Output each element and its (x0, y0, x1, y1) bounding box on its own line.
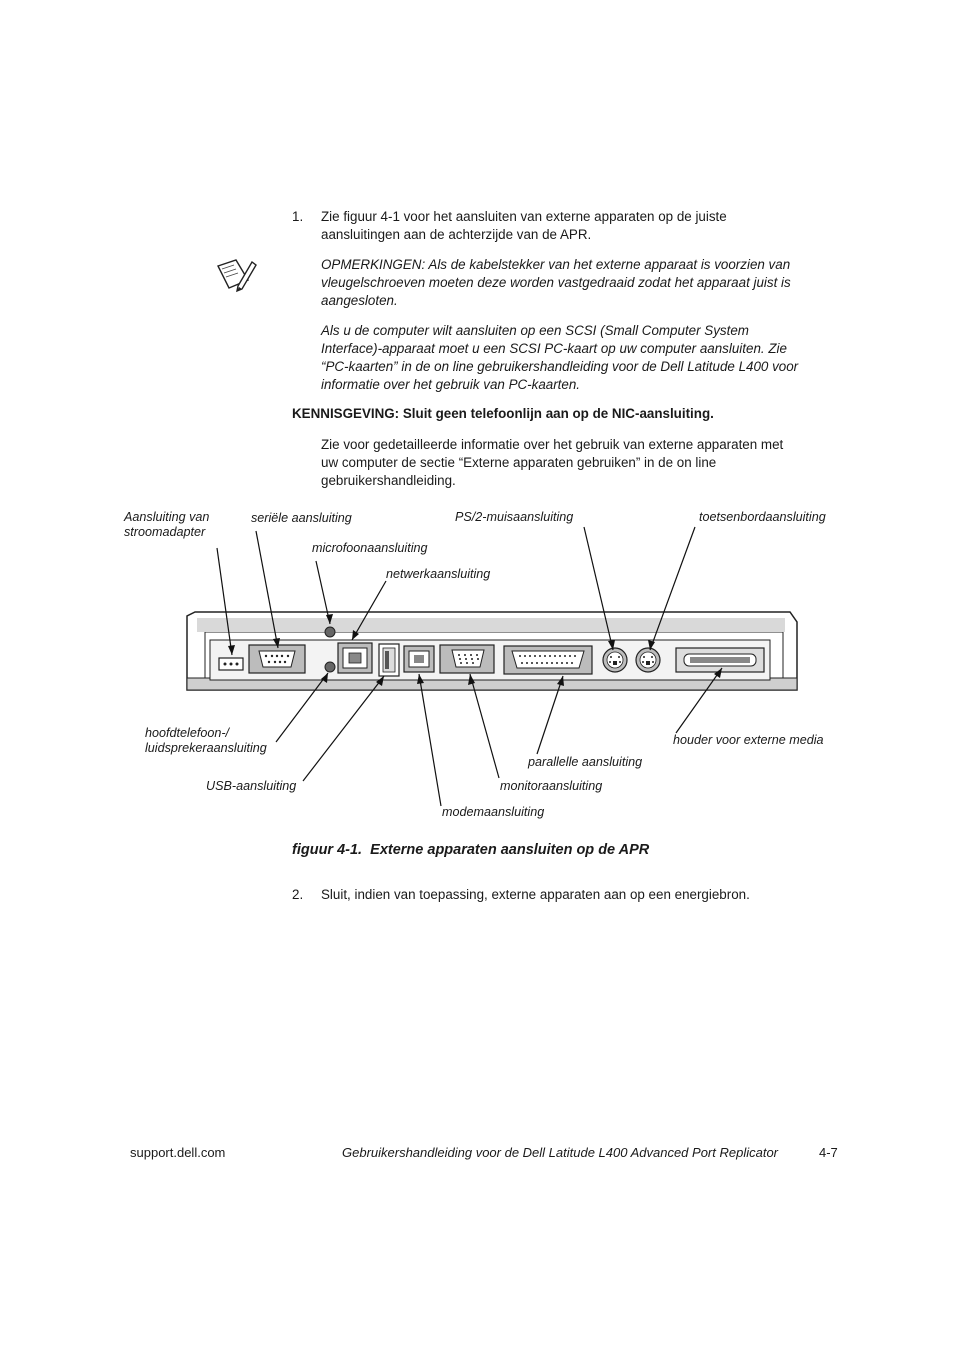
notice-text: Sluit geen telefoonlijn aan op de NIC-aansluiting. (399, 406, 714, 421)
note-2-line-4: informatie over het gebruik van PC-kaarten. (321, 377, 581, 392)
notice-lead: KENNISGEVING: (292, 406, 400, 421)
note-2 (321, 322, 851, 394)
footer-page-number: 4-7 (819, 1145, 838, 1160)
label-microphone: microfoonaansluiting (312, 541, 428, 555)
note-1-line-1: OPMERKINGEN: Als de kabelstekker van het externe apparaat is voorzien van (321, 257, 791, 272)
info-line-2: uw computer de sectie “Externe apparaten gebruiken” in de on line (321, 455, 717, 470)
microphone-jack (325, 627, 335, 637)
label-monitor: monitoraansluiting (500, 779, 603, 793)
note-2-line-2: Interface)-apparaat moet u een SCSI PC-kaart op uw computer aansluiten. Zie (321, 341, 787, 356)
caption-title: Externe apparaten aansluiten op de APR (370, 842, 650, 858)
label-serial: seriële aansluiting (251, 511, 352, 525)
info-paragraph (321, 436, 851, 490)
step-2-number: 2. (292, 887, 304, 902)
label-ps2-mouse: PS/2-muisaansluiting (455, 510, 574, 524)
footer-title: Gebruikershandleiding voor de Dell Latitude L400 Advanced Port Replicator (342, 1145, 779, 1160)
label-headphone (145, 726, 267, 756)
label-parallel: parallelle aansluiting (528, 755, 643, 769)
step-1-text (321, 208, 851, 244)
notice (292, 406, 714, 421)
note-1-line-2: vleugelschroeven moeten deze worden vastgedraaid zodat het apparaat juist is (321, 275, 791, 290)
info-line-3: gebruikershandleiding. (321, 473, 456, 488)
info-line-1: Zie voor gedetailleerde informatie over het gebruik van externe apparaten met (321, 437, 784, 452)
port-replicator-illustration (0, 500, 954, 840)
note-1 (321, 256, 851, 310)
caption-number: figuur 4-1. (292, 842, 363, 858)
label-usb: USB-aansluiting (206, 779, 297, 793)
label-power-line-1: Aansluiting van (124, 510, 210, 524)
note-1-line-3: aangesloten. (321, 293, 398, 308)
label-headphone-line-2: luidsprekeraansluiting (145, 741, 267, 755)
note-2-line-1: Als u de computer wilt aansluiten op een SCSI (Small Computer System (321, 323, 749, 338)
headphone-jack (325, 662, 335, 672)
label-network: netwerkaansluiting (386, 567, 491, 581)
note-2-line-3: “PC-kaarten” in de on line gebruikershandleiding voor de Dell Latitude L400 voor (321, 359, 799, 374)
label-keyboard: toetsenbordaansluiting (699, 510, 826, 524)
step-1-line-1: Zie figuur 4-1 voor het aansluiten van externe apparaten op de juiste (321, 209, 727, 224)
figure-caption (292, 842, 649, 858)
step-1-number: 1. (292, 209, 304, 224)
note-pencil-icon (214, 256, 258, 296)
label-modem: modemaansluiting (442, 805, 545, 819)
label-external-media: houder voor externe media (673, 733, 824, 747)
step-2-text: Sluit, indien van toepassing, externe apparaten aan op een energiebron. (321, 887, 750, 902)
label-power-line-2: stroomadapter (124, 525, 206, 539)
step-1-line-2: aansluitingen aan de achterzijde van de APR. (321, 227, 592, 242)
footer-website: support.dell.com (130, 1145, 226, 1160)
label-power-adapter (124, 510, 209, 540)
label-headphone-line-1: hoofdtelefoon-/ (145, 726, 230, 740)
